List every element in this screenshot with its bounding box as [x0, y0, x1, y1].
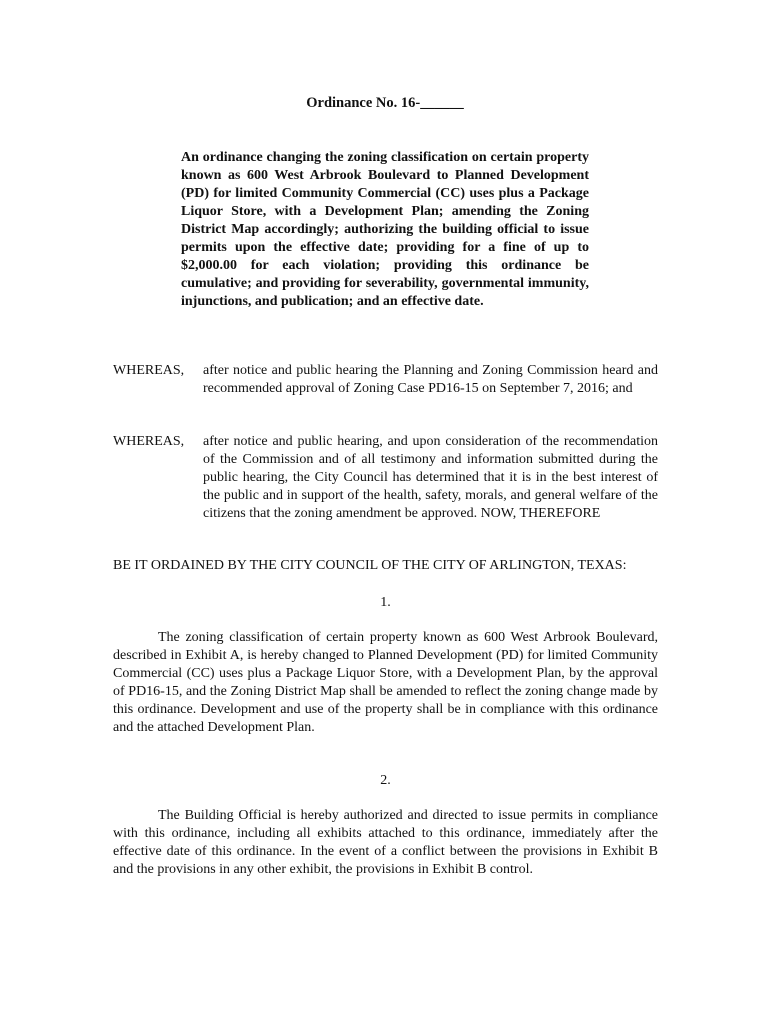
ordinance-title [0, 94, 770, 112]
section-number-1: 1. [380, 595, 391, 610]
whereas-label: WHEREAS, [113, 363, 185, 378]
whereas-label: WHEREAS, [113, 434, 185, 449]
whereas-clause-2 [113, 433, 658, 523]
section-paragraph-2: The Building Official is hereby authorized and directed to issue permits in compliance with this ordinance, including all exhibits attached to this ordinance, immediately after the effective date of this ordinance. In the event of a conflict between the provisions in Exhibit B and the provisions in any other exhibit, the provisions in Exhibit B control. [113, 808, 658, 877]
whereas-text: after notice and public hearing the Planning and Zoning Commission heard and recommended approval of Zoning Case PD16-15 on September 7, 2016; and [203, 363, 658, 396]
section-paragraph-1: The zoning classification of certain property known as 600 West Arbrook Boulevard, described in Exhibit A, is hereby changed to Planned Development (PD) for limited Community Commercial (CC) uses plus a Package Liquor Store, with a Development Plan, by the approval of PD16-15, and the Zoning District Map shall be amended to reflect the zoning change made by this ordinance. Development and use of the property shall be in compliance with this ordinance and the attached Development Plan. [113, 630, 658, 735]
whereas-text: after notice and public hearing, and upon consideration of the recommendation of the Commission and of all testimony and information submitted during the public hearing, the City Council has determined that it is in the best interest of the public and in support of the health, safety, morals, and general welfare of the citizens that the zoning amendment be approved. NOW, THEREFORE [203, 434, 658, 521]
ordinance-caption: An ordinance changing the zoning classification on certain property known as 600 West Arbrook Boulevard to Planned Development (PD) for limited Community Commercial (CC) uses plus a Package Liquor Store, with a Development Plan; amending the Zoning District Map accordingly; authorizing the building official to issue permits upon the effective date; providing for a fine of up to $2,000.00 for each violation; providing this ordinance be cumulative; and providing for severability, governmental immunity, injunctions, and publication; and an effective date. [181, 150, 589, 309]
whereas-clause-1 [113, 362, 658, 398]
section-number-2: 2. [380, 773, 391, 788]
ordinance-title-text: Ordinance No. 16-______ [306, 95, 464, 111]
ordained-clause: BE IT ORDAINED BY THE CITY COUNCIL OF THE CITY OF ARLINGTON, TEXAS: [113, 558, 627, 573]
